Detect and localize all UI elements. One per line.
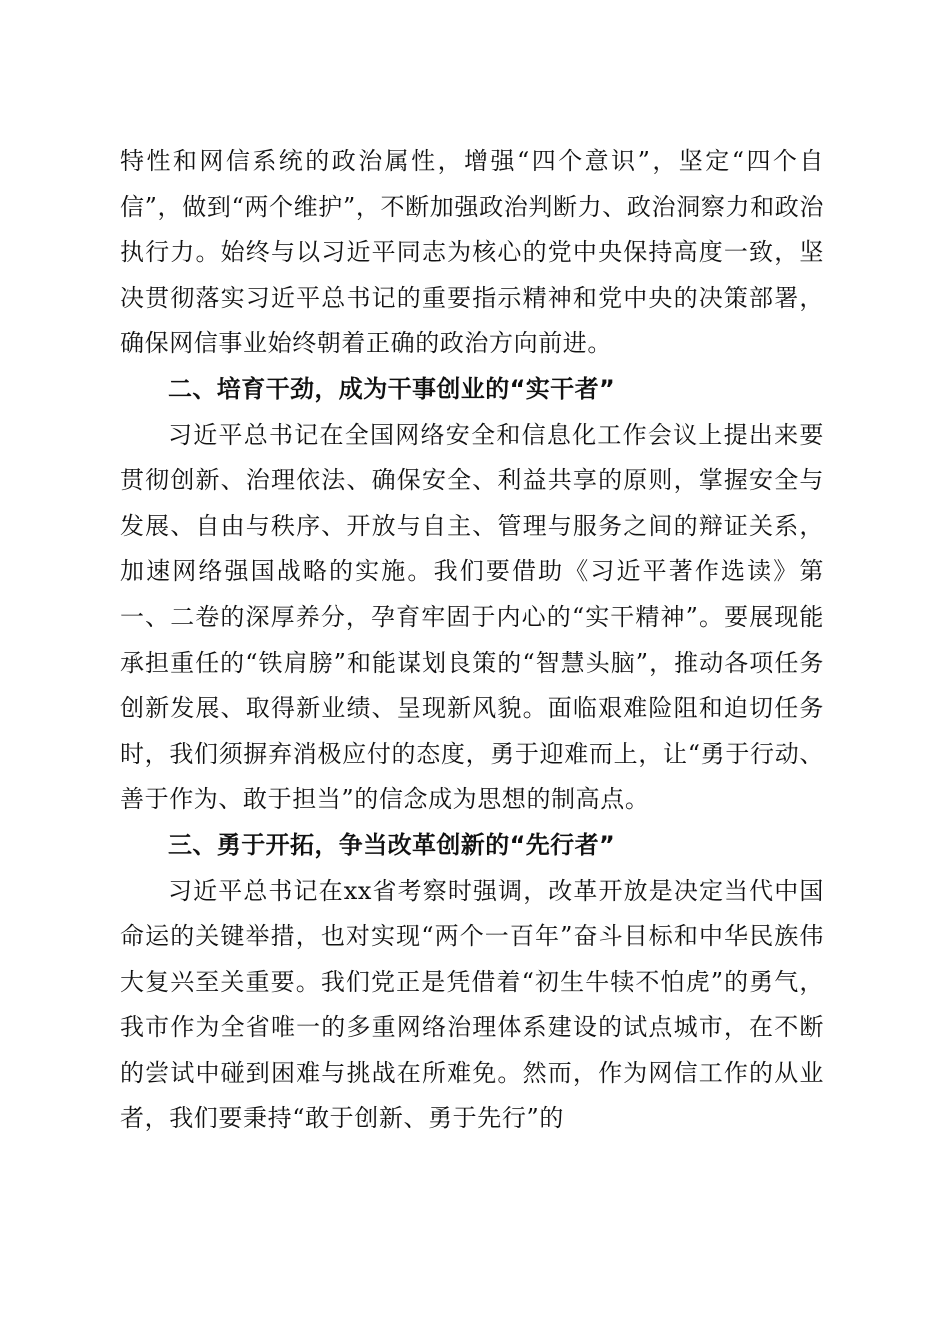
document-page [120, 139, 824, 1142]
body-paragraph-section-2: 习近平总书记在全国网络安全和信息化工作会议上提出来要贯彻创新、治理依法、确保安全、利益共享的原则，掌握安全与发展、自由与秩序、开放与自主、管理与服务之间的辩证关系，加速网络强国战略的实施。我们要借助《习近平著作选读》第一、二卷的深厚养分，孕育牢固于内心的“实干精神”。要展现能承担重任的“铁肩膀”和能谋划良策的“智慧头脑”，推动各项任务创新发展、取得新业绩、呈现新风貌。面临艰难险阻和迫切任务时，我们须摒弃消极应付的态度，勇于迎难而上，让“勇于行动、善于作为、敢于担当”的信念成为思想的制高点。 [120, 420, 824, 814]
body-paragraph-continuation: 特性和网信系统的政治属性，增强“四个意识”，坚定“四个自信”，做到“两个维护”，不断加强政治判断力、政治洞察力和政治执行力。始终与以习近平同志为核心的党中央保持高度一致，坚决贯彻落实习近平总书记的重要指示精神和党中央的决策部署，确保网信事业始终朝着正确的政治方向前进。 [120, 147, 824, 358]
section-heading-2: 二、培育干劲，成为干事创业的“实干者” [168, 374, 616, 403]
body-paragraph-section-3: 习近平总书记在xx省考察时强调，改革开放是决定当代中国命运的关键举措，也对实现“两个一百年”奋斗目标和中华民族伟大复兴至关重要。我们党正是凭借着“初生牛犊不怕虎”的勇气，我市作为全省唯一的多重网络治理体系建设的试点城市，在不断的尝试中碰到困难与挑战在所难免。然而，作为网信工作的从业者，我们要秉持“敢于创新、勇于先行”的 [120, 876, 824, 1133]
section-heading-3: 三、勇于开拓，争当改革创新的“先行者” [168, 830, 616, 859]
